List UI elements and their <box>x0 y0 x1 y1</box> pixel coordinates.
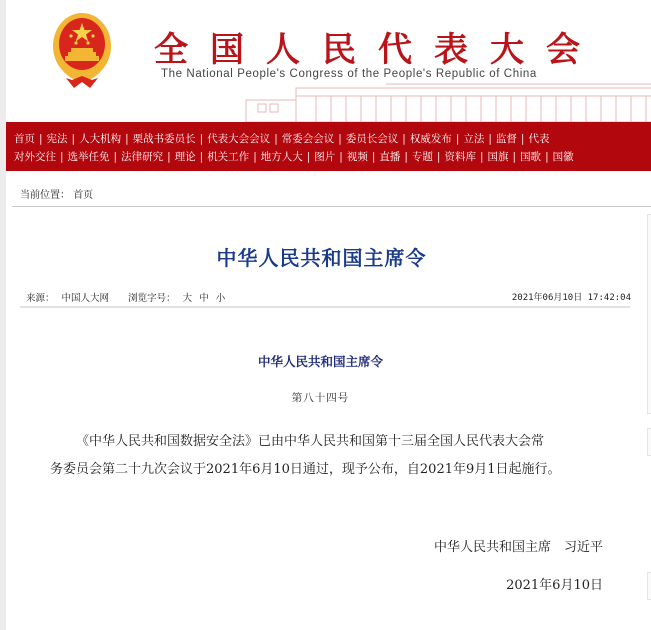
nav-item-home[interactable]: 首页 <box>14 133 35 145</box>
source-label: 来源： <box>26 293 55 304</box>
site-subtitle: The National People's Congress of the People's Republic of China <box>161 68 537 80</box>
document-number: 第八十四号 <box>291 392 350 404</box>
nav-item-standing-committee-sessions[interactable]: 常委会会议 <box>281 133 335 145</box>
nav-item-congress-sessions[interactable]: 代表大会会议 <box>207 133 271 145</box>
nav-separator: | <box>436 151 441 163</box>
nav-separator: | <box>199 133 204 145</box>
nav-item-national-anthem[interactable]: 国歌 <box>520 151 542 163</box>
nav-separator: | <box>274 133 278 145</box>
right-side-panel-edge <box>647 428 651 456</box>
nav-separator: | <box>488 133 492 145</box>
nav-item-theory[interactable]: 理论 <box>174 151 196 163</box>
nav-separator: | <box>60 151 64 163</box>
nav-item-foreign-affairs[interactable]: 对外交往 <box>14 151 56 163</box>
nav-separator: | <box>479 151 484 163</box>
nav-item-videos[interactable]: 视频 <box>346 151 368 163</box>
breadcrumb-divider <box>12 206 651 207</box>
breadcrumb <box>20 186 93 201</box>
nav-row-1 <box>14 130 651 148</box>
nav-separator: | <box>404 151 408 163</box>
breadcrumb-home-link[interactable]: 首页 <box>73 190 94 201</box>
meta-divider <box>20 306 630 308</box>
great-hall-building-icon <box>236 82 651 122</box>
nav-separator: | <box>306 151 311 163</box>
nav-item-database[interactable]: 资料库 <box>444 151 476 163</box>
right-side-panel-edge <box>647 572 651 600</box>
nav-item-elections-appointments[interactable]: 选举任免 <box>67 151 110 163</box>
site-header <box>6 0 651 123</box>
font-size-medium-button[interactable]: 中 <box>199 293 209 304</box>
nav-separator: | <box>71 133 76 145</box>
body-paragraph-line-1: 《中华人民共和国数据安全法》已由中华人民共和国第十三届全国人民代表大会常 <box>76 434 545 449</box>
nav-separator: | <box>113 151 118 163</box>
nav-item-deputies[interactable]: 代表 <box>528 133 550 145</box>
nav-item-national-emblem[interactable]: 国徽 <box>552 151 574 163</box>
nav-item-official-releases[interactable]: 权威发布 <box>409 133 452 145</box>
nav-item-live[interactable]: 直播 <box>379 151 401 163</box>
breadcrumb-label: 当前位置： <box>20 190 70 201</box>
national-emblem-icon <box>52 12 112 90</box>
nav-separator: | <box>520 133 525 145</box>
nav-separator: | <box>253 151 257 163</box>
font-size-small-button[interactable]: 小 <box>215 293 226 304</box>
nav-item-local-congresses[interactable]: 地方人大 <box>260 151 303 163</box>
nav-item-national-flag[interactable]: 国旗 <box>487 151 509 163</box>
nav-row-2 <box>14 148 651 166</box>
nav-item-topics[interactable]: 专题 <box>411 151 433 163</box>
nav-separator: | <box>455 133 460 145</box>
nav-separator: | <box>125 133 129 145</box>
nav-item-pictures[interactable]: 图片 <box>314 151 336 163</box>
document-heading: 中华人民共和国主席令 <box>257 354 383 369</box>
nav-separator: | <box>199 151 204 163</box>
nav-item-chairmen-meetings[interactable]: 委员长会议 <box>345 133 399 145</box>
nav-item-agency-work[interactable]: 机关工作 <box>207 151 250 163</box>
nav-item-supervision[interactable]: 监督 <box>495 133 517 145</box>
nav-separator: | <box>371 151 376 163</box>
source-value: 中国人大网 <box>61 293 110 304</box>
nav-item-legislation[interactable]: 立法 <box>463 133 485 145</box>
nav-separator: | <box>512 151 517 163</box>
nav-separator: | <box>338 133 342 145</box>
main-nav <box>6 124 651 171</box>
right-side-panel-edge <box>647 214 651 414</box>
article-title: 中华人民共和国主席令 <box>216 246 427 270</box>
nav-separator: | <box>167 151 171 163</box>
nav-separator: | <box>402 133 406 145</box>
document-body <box>50 428 610 484</box>
site-title[interactable]: 全国人民代表大会 <box>154 30 602 70</box>
signer: 中华人民共和国主席 习近平 <box>433 540 603 555</box>
nav-item-constitution[interactable]: 宪法 <box>46 133 68 145</box>
sign-date: 2021年6月10日 <box>506 578 603 593</box>
body-paragraph-line-2: 务委员会第二十九次会议于2021年6月10日通过，现予公布，自2021年9月1日起施行。 <box>50 462 561 477</box>
nav-separator: | <box>339 151 343 163</box>
nav-separator: | <box>545 151 549 163</box>
font-size-large-button[interactable]: 大 <box>182 293 193 304</box>
nav-item-npc-organs[interactable]: 人大机构 <box>79 133 122 145</box>
publish-timestamp: 2021年06月10日 17:42:04 <box>511 293 631 303</box>
font-size-label: 浏览字号： <box>128 293 176 304</box>
nav-item-chairman[interactable]: 栗战书委员长 <box>132 133 196 145</box>
nav-separator: | <box>39 133 43 145</box>
nav-item-legal-research[interactable]: 法律研究 <box>121 151 164 163</box>
